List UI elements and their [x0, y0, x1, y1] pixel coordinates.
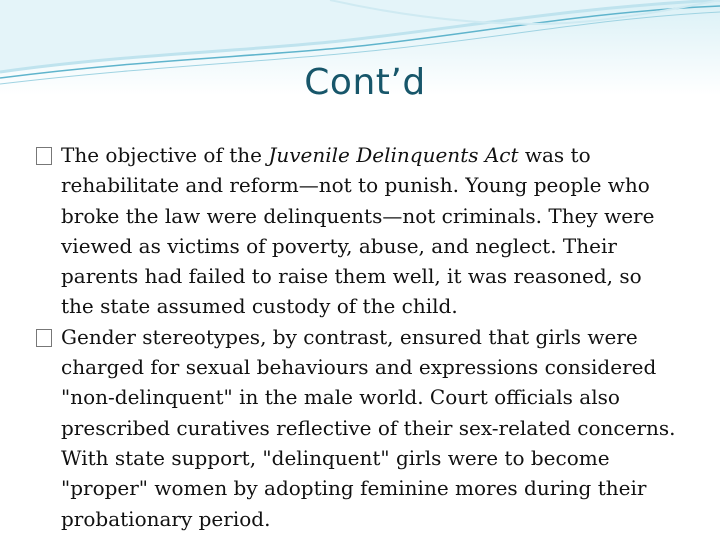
act-name: Juvenile Delinquents Act	[268, 143, 519, 167]
bullet-box-icon	[36, 147, 52, 165]
bullet-text: The objective of the	[61, 143, 269, 167]
bullet-box-icon	[36, 329, 52, 347]
bullet-item	[36, 140, 676, 322]
slide-title: Cont’d	[304, 62, 426, 103]
bullet-text: Gender stereotypes, by contrast, ensured that girls were charged for sexual behaviours and expressions considered "non-delinquent" in the male world. Court officials also prescribed curatives reflective of their sex-related concerns. With state support, "delinquent" girls were to become "proper" women by adopting feminine mores during their probationary period.	[61, 324, 676, 531]
bullet-item	[36, 322, 676, 534]
slide-body	[36, 140, 676, 534]
bullet-text-cont: was to rehabilitate and reform—not to punish. Young people who broke the law were delinquents—not criminals. They were viewed as victims of poverty, abuse, and neglect. Their parents had failed to raise them well, it was reasoned, so the state assumed custody of the child.	[61, 143, 655, 319]
